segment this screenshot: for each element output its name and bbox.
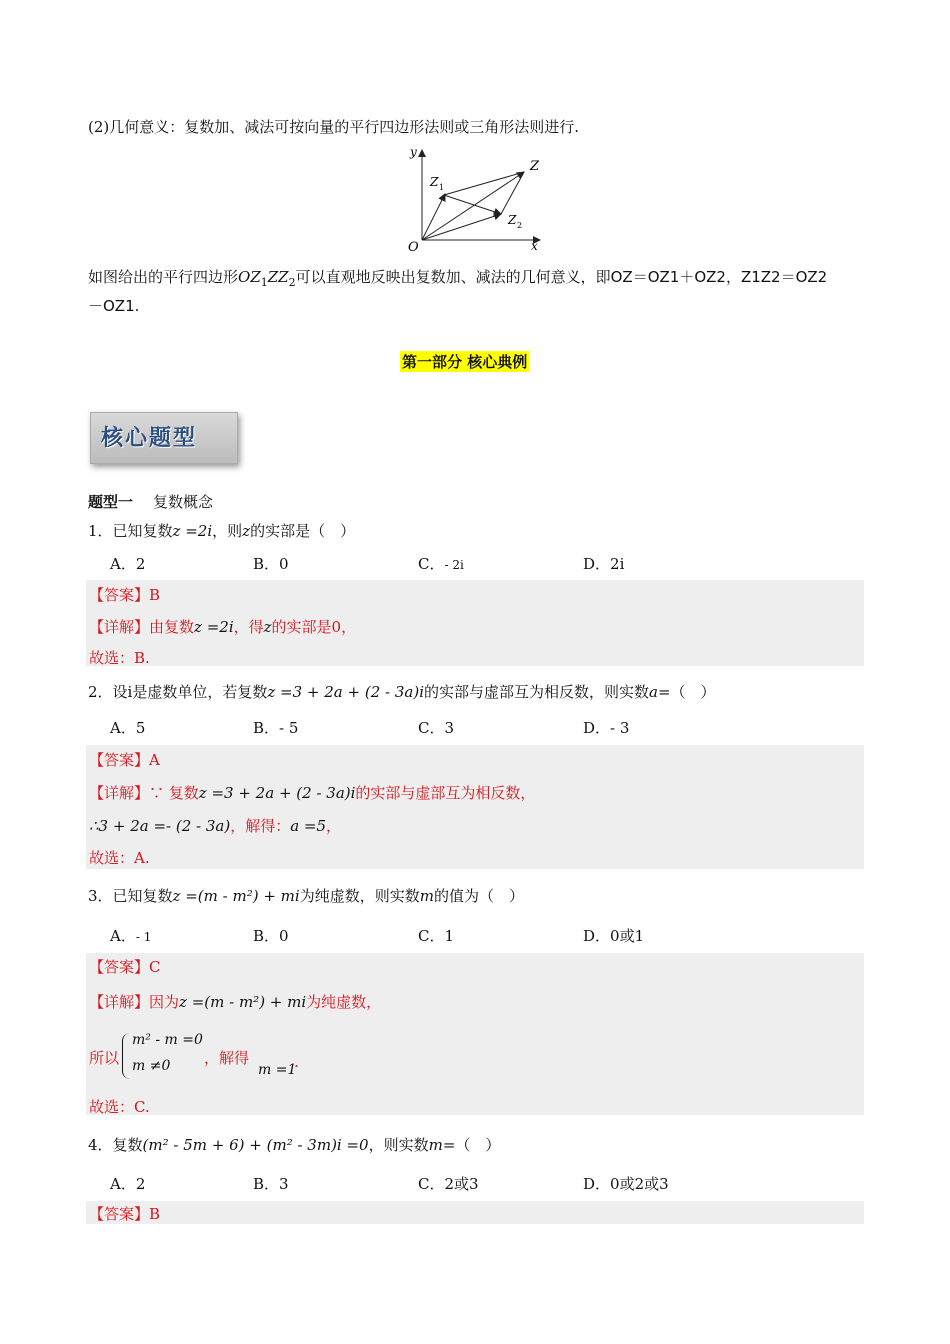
q4-option-a[interactable]: A．2 (110, 1175, 146, 1193)
geometry-meaning-line: (2)几何意义：复数加、减法可按向量的平行四边形法则或三角形法则进行. (88, 118, 580, 136)
q3-answer: 【答案】C (89, 958, 161, 976)
label-z2: Z (508, 213, 517, 227)
q1-option-a[interactable]: A．2 (110, 555, 146, 573)
q2-option-a[interactable]: A．5 (110, 719, 146, 737)
q3-system-eq2: m ≠0 (132, 1058, 171, 1074)
label-y: y (410, 145, 417, 159)
label-x: x (531, 239, 538, 253)
q4-stem: 4．复数(m² - 5m + 6) + (m² - 3m)i =0，则实数m=（ ） (88, 1136, 501, 1154)
core-topic-badge: 核心题型 (90, 412, 238, 464)
q2-answer: 【答案】A (89, 751, 160, 769)
q1-option-d[interactable]: D．2i (583, 555, 625, 573)
q2-solution-block (86, 745, 864, 869)
q3-detail: 【详解】因为z =(m - m²) + mi为纯虚数， (89, 993, 382, 1011)
label-z1-sub: 1 (439, 183, 445, 192)
q4-solution-block (86, 1201, 864, 1224)
q3-conclusion: 故选：C. (89, 1098, 150, 1116)
q4-answer: 【答案】B (89, 1205, 161, 1223)
type-heading: 题型一 复数概念 (88, 493, 214, 511)
q1-answer: 【答案】B (89, 586, 161, 604)
q3-option-c[interactable]: C．1 (418, 927, 455, 945)
q1-detail: 【详解】由复数z =2i，得z的实部是0， (89, 618, 357, 636)
vector-z1z2 (444, 195, 501, 214)
q3-solve: ，解得 (204, 1049, 250, 1067)
q4-option-b[interactable]: B．3 (253, 1175, 289, 1193)
q3-option-d[interactable]: D．0或1 (583, 927, 645, 945)
q3-option-b[interactable]: B．0 (253, 927, 289, 945)
label-z2-sub: 2 (517, 221, 523, 230)
parallelogram-figure (400, 142, 550, 254)
edge-z1-z (444, 172, 524, 195)
section-title: 第一部分 核心典例 (402, 353, 528, 371)
figure-description: 如图给出的平行四边形$OZ_1ZZ_2$可以直观地反映出复数加、减法的几何意义，即OZ＝OZ1＋OZ2，Z1Z2＝OZ2 (88, 268, 828, 289)
q2-detail: 【详解】∵ 复数z =3 + 2a + (2 - 3a)i的实部与虚部互为相反数， (89, 784, 536, 802)
q2-option-c[interactable]: C．3 (418, 719, 455, 737)
label-z: Z (530, 159, 540, 174)
q3-stem: 3．已知复数z =(m - m²) + mi为纯虚数，则实数m的值为（ ） (88, 887, 524, 905)
q2-step: ∴3 + 2a =- (2 - 3a)，解得：a =5， (89, 817, 342, 835)
q3-so: 所以 (89, 1049, 120, 1067)
q3-system-eq1: m² - m =0 (132, 1032, 203, 1048)
q1-stem: 1．已知复数z =2i，则z的实部是（ ） (88, 522, 356, 540)
q1-option-b[interactable]: B．0 (253, 555, 289, 573)
q4-option-d[interactable]: D．0或2或3 (583, 1175, 669, 1193)
q2-stem: 2．设i是虚数单位，若复数z =3 + 2a + (2 - 3a)i的实部与虚部互为相反数，则实数a=（ ） (88, 683, 716, 701)
q1-option-c[interactable]: C．- 2i (418, 555, 464, 573)
q2-conclusion: 故选：A. (89, 849, 150, 867)
label-z1: Z (430, 175, 439, 189)
edge-z-z2 (501, 172, 524, 214)
q4-option-c[interactable]: C．2或3 (418, 1175, 479, 1193)
vector-oz2 (422, 214, 501, 240)
figure-description-cont: －OZ1. (88, 297, 140, 315)
system-brace (122, 1033, 131, 1079)
label-o: O (408, 240, 419, 254)
q2-option-d[interactable]: D．- 3 (583, 719, 630, 737)
q3-dot: . (294, 1053, 299, 1071)
q3-option-a[interactable]: A．- 1 (110, 927, 152, 945)
q2-option-b[interactable]: B．- 5 (253, 719, 299, 737)
q3-result: m =1 (258, 1062, 297, 1078)
q1-conclusion: 故选：B. (89, 649, 150, 667)
